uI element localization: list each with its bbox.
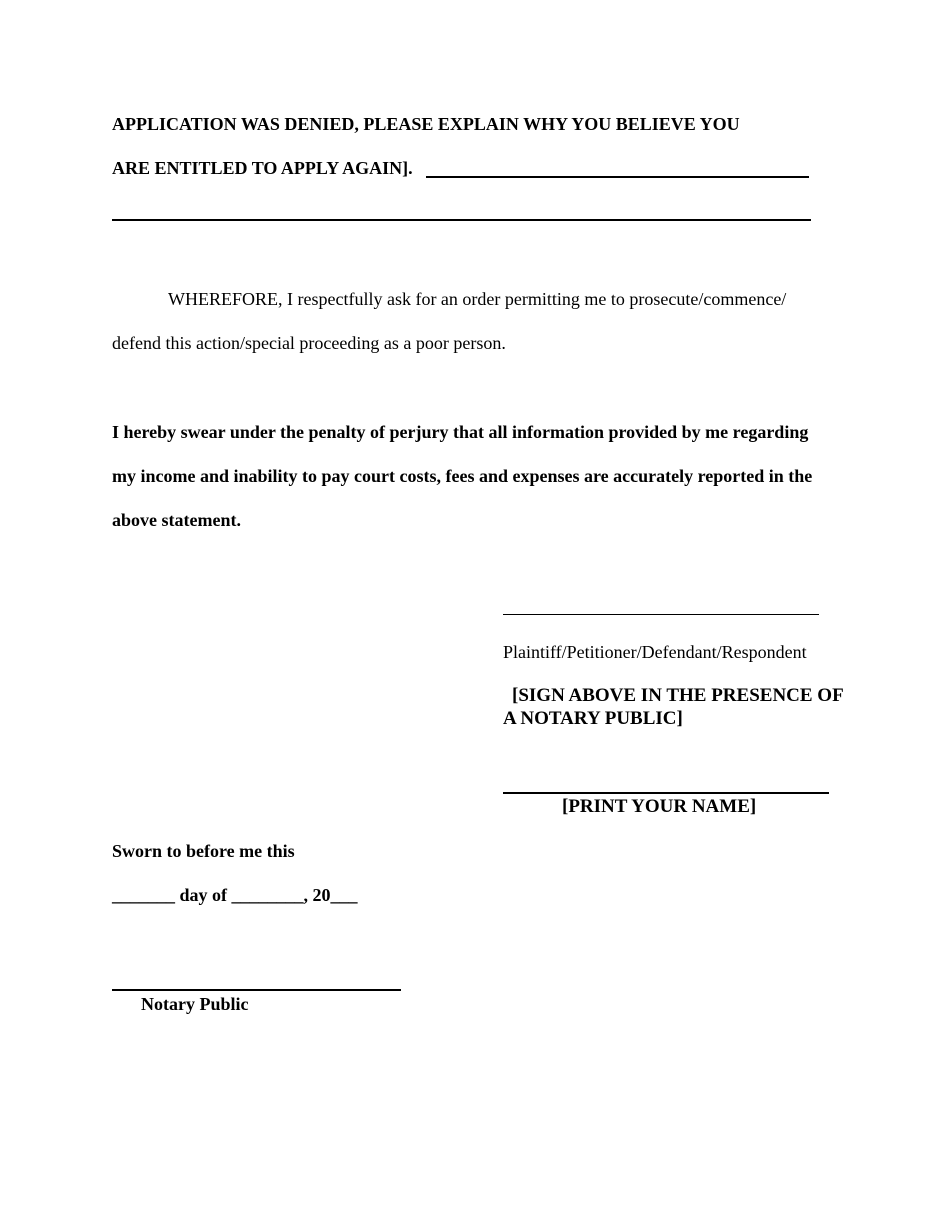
denial-line-1: APPLICATION WAS DENIED, PLEASE EXPLAIN WHY YOU BELIEVE YOU (112, 114, 740, 134)
signature-role: Plaintiff/Petitioner/Defendant/Respondent (503, 642, 807, 662)
oath-line-3: above statement. (112, 510, 241, 530)
notary-signature-line[interactable] (112, 989, 401, 991)
year-prefix: , 20 (303, 885, 331, 905)
sign-instruction-line-1: [SIGN ABOVE IN THE PRESENCE OF (512, 685, 844, 706)
print-name-label: [PRINT YOUR NAME] (562, 796, 757, 817)
wherefore-line-1: WHEREFORE, I respectfully ask for an order permitting me to prosecute/commence/ (168, 289, 787, 309)
explanation-blank-1[interactable] (426, 176, 809, 178)
sworn-date-line (112, 884, 358, 906)
year-blank[interactable]: ___ (330, 885, 358, 905)
oath-line-1: I hereby swear under the penalty of perjury that all information provided by me regarding (112, 422, 809, 442)
explanation-blank-2[interactable] (112, 219, 811, 221)
print-name-line[interactable] (503, 792, 829, 794)
day-of-text: day of (179, 885, 228, 905)
sign-instruction-line-2: A NOTARY PUBLIC] (503, 708, 683, 729)
wherefore-line-2: defend this action/special proceeding as a poor person. (112, 333, 506, 353)
notary-label: Notary Public (141, 994, 249, 1014)
signature-line[interactable] (503, 614, 819, 615)
oath-line-2: my income and inability to pay court costs, fees and expenses are accurately reported in the (112, 466, 813, 486)
sworn-label: Sworn to before me this (112, 841, 295, 861)
day-blank[interactable]: _______ (112, 885, 175, 905)
month-blank[interactable]: ________ (231, 885, 304, 905)
denial-line-2: ARE ENTITLED TO APPLY AGAIN]. (112, 158, 413, 178)
